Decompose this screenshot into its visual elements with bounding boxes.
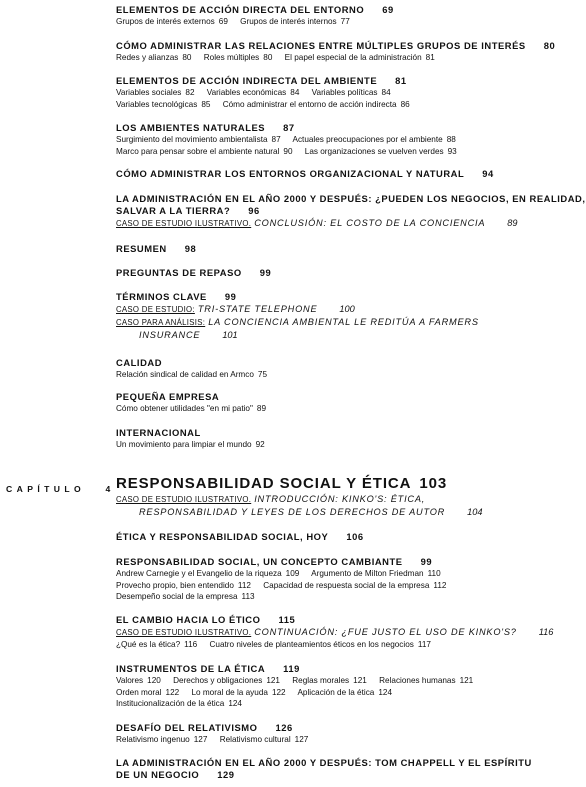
subsection-row xyxy=(116,568,547,580)
box-text: Un movimiento para limpiar el mundo xyxy=(116,440,252,449)
section-heading: CÓMO ADMINISTRAR LAS RELACIONES ENTRE MÚLTIPLES GRUPOS DE INTERÉS xyxy=(116,40,526,51)
section-heading: LOS AMBIENTES NATURALES xyxy=(116,122,266,133)
subsection-row xyxy=(116,99,547,111)
section-heading: TÉRMINOS CLAVE xyxy=(116,291,207,302)
subsection-entry: Variables económicas 84 xyxy=(206,88,300,97)
subsection-entry: Provecho propio, bien entendido 112 xyxy=(116,580,251,590)
page-number: 80 xyxy=(543,40,556,51)
subsection-entry: Roles múltiples 80 xyxy=(203,53,273,62)
chapter-header xyxy=(116,475,547,518)
subsection-row xyxy=(116,639,547,651)
toc-section xyxy=(116,75,547,110)
subsection-entry: Actuales preocupaciones por el ambiente 88 xyxy=(292,135,456,144)
box-title: PEQUEÑA EMPRESA xyxy=(116,391,220,402)
feature-box-entry xyxy=(116,391,547,415)
section-heading: ÉTICA Y RESPONSABILIDAD SOCIAL, HOY xyxy=(116,531,329,542)
subsection-entry: Argumento de Milton Friedman 110 xyxy=(311,569,441,578)
subsection-entry: Cómo administrar el entorno de acción indirecta 86 xyxy=(222,99,410,109)
section-heading: INSTRUMENTOS DE LA ÉTICA xyxy=(116,663,266,674)
subsection-row xyxy=(116,675,547,687)
page-number: 103 xyxy=(419,475,448,492)
page-number: 101 xyxy=(222,330,238,340)
page-number: 129 xyxy=(217,769,235,780)
case-label: CASO DE ESTUDIO: xyxy=(116,305,195,314)
subsection-row xyxy=(116,134,547,146)
box-text: Relación sindical de calidad en Armco xyxy=(116,370,254,379)
subsection-entry: Variables políticas 84 xyxy=(311,88,391,97)
section-heading: ELEMENTOS DE ACCIÓN INDIRECTA DEL AMBIENTE xyxy=(116,75,378,86)
box-title: INTERNACIONAL xyxy=(116,427,201,438)
subsection-row xyxy=(116,734,547,746)
case-study-line xyxy=(116,626,554,639)
subsection-row xyxy=(116,591,547,603)
page-number: 96 xyxy=(248,205,260,216)
case-label: CASO DE ESTUDIO ILUSTRATIVO. xyxy=(116,219,252,228)
subsection-entry: Relaciones humanas 121 xyxy=(379,676,474,685)
case-title-continued: INSURANCE xyxy=(139,330,201,340)
toc-section xyxy=(116,531,547,543)
page-number: 69 xyxy=(382,4,394,15)
subsection-entry: Variables sociales 82 xyxy=(116,88,195,97)
subsection-row xyxy=(116,580,547,592)
subsection-entry: Reglas morales 121 xyxy=(292,676,367,685)
subsection-entry: Lo moral de la ayuda 122 xyxy=(191,687,286,697)
case-study-line xyxy=(116,217,547,230)
toc-section xyxy=(116,722,547,746)
toc-section xyxy=(116,663,547,710)
box-title: CALIDAD xyxy=(116,357,163,368)
case-title-continued: RESPONSABILIDAD Y LEYES DE LOS DERECHOS DE AUTOR xyxy=(139,507,446,517)
subsection-entry: Institucionalización de la ética 124 xyxy=(116,699,242,708)
section-heading: LA ADMINISTRACIÓN EN EL AÑO 2000 Y DESPUÉS: ¿PUEDEN LOS NEGOCIOS, EN REALIDAD, xyxy=(116,193,586,204)
toc-section xyxy=(116,291,547,341)
page-number: 94 xyxy=(482,168,494,179)
page-number: 89 xyxy=(256,404,266,413)
subsection-entry: El papel especial de la administración 81 xyxy=(284,53,435,62)
subsection-entry: Variables tecnológicas 85 xyxy=(116,99,211,109)
section-heading: EL CAMBIO HACIA LO ÉTICO xyxy=(116,614,261,625)
chapter-number: 4 xyxy=(105,484,115,494)
toc-section xyxy=(116,757,547,781)
subsection-row xyxy=(116,87,547,99)
toc-section xyxy=(116,193,586,230)
case-title: CONCLUSIÓN: EL COSTO DE LA CONCIENCIA xyxy=(254,218,486,228)
toc-section xyxy=(116,40,556,64)
chapter-label: CAPÍTULO 4 xyxy=(6,484,115,494)
feature-box-entry xyxy=(116,357,547,381)
section-heading: DESAFÍO DEL RELATIVISMO xyxy=(116,722,258,733)
subsection-entry: Relativismo ingenuo 127 xyxy=(116,735,208,744)
subsection-entry: Grupos de interés externos 69 xyxy=(116,17,228,26)
page-number: 89 xyxy=(507,218,518,228)
subsection-entry: Grupos de interés internos 77 xyxy=(240,17,350,26)
case-title: TRI-STATE TELEPHONE xyxy=(197,304,318,314)
toc-section xyxy=(116,267,547,279)
subsection-entry: Las organizaciones se vuelven verdes 93 xyxy=(304,146,457,156)
case-study-line xyxy=(116,493,547,506)
subsection-entry: Redes y alianzas 80 xyxy=(116,53,192,62)
section-heading: CÓMO ADMINISTRAR LOS ENTORNOS ORGANIZACIONAL Y NATURAL xyxy=(116,168,465,179)
case-study-line-continued xyxy=(116,506,547,518)
section-heading: RESPONSABILIDAD SOCIAL, UN CONCEPTO CAMBIANTE xyxy=(116,556,403,567)
page-number: 106 xyxy=(346,531,364,542)
subsection-entry: Aplicación de la ética 124 xyxy=(297,687,393,697)
case-label: CASO DE ESTUDIO ILUSTRATIVO. xyxy=(116,495,252,504)
page-number: 75 xyxy=(257,370,268,379)
page-number: 99 xyxy=(259,267,272,278)
page-number: 100 xyxy=(339,304,355,314)
page-number: 98 xyxy=(184,243,197,254)
subsection-row xyxy=(116,52,547,64)
chapter-title: RESPONSABILIDAD SOCIAL Y ÉTICA xyxy=(116,475,412,492)
case-title: LA CONCIENCIA AMBIENTAL LE REDITÚA A FARMERS xyxy=(208,317,479,327)
toc-section xyxy=(116,168,547,180)
case-study-line-continued xyxy=(116,329,547,341)
page-number: 87 xyxy=(283,122,295,133)
subsection-entry: Marco para pensar sobre el ambiente natural 90 xyxy=(116,146,293,156)
page-number: 115 xyxy=(278,614,296,625)
subsection-row xyxy=(116,698,547,710)
toc-section xyxy=(116,556,547,603)
case-label: CASO PARA ANÁLISIS: xyxy=(116,318,206,327)
section-heading-continued: DE UN NEGOCIO xyxy=(116,769,200,780)
subsection-row xyxy=(116,16,547,28)
subsection-row xyxy=(116,146,547,158)
subsection-entry: Surgimiento del movimiento ambientalista 87 xyxy=(116,135,281,144)
section-heading: LA ADMINISTRACIÓN EN EL AÑO 2000 Y DESPUÉS: TOM CHAPPELL Y EL ESPÍRITU xyxy=(116,757,532,768)
subsection-entry: Relativismo cultural 127 xyxy=(219,735,309,744)
case-title: INTRODUCCIÓN: KINKO'S: ÉTICA, xyxy=(254,494,426,504)
page-number: 99 xyxy=(224,291,237,302)
toc-section xyxy=(116,614,554,651)
page-number: 99 xyxy=(420,556,433,567)
subsection-entry: Valores 120 xyxy=(116,676,161,685)
page-number: 81 xyxy=(395,75,407,86)
section-heading-continued: SALVAR A LA TIERRA? xyxy=(116,205,231,216)
subsection-row xyxy=(116,687,547,699)
subsection-entry: Desempeño social de la empresa 113 xyxy=(116,592,255,601)
toc-section xyxy=(116,4,547,28)
section-heading: PREGUNTAS DE REPASO xyxy=(116,267,242,278)
page-number: 116 xyxy=(538,627,554,637)
toc-section xyxy=(116,122,547,157)
section-heading: ELEMENTOS DE ACCIÓN DIRECTA DEL ENTORNO xyxy=(116,4,365,15)
feature-box-entry xyxy=(116,427,547,451)
page-number: 126 xyxy=(275,722,293,733)
toc-section xyxy=(116,243,547,255)
subsection-entry: Derechos y obligaciones 121 xyxy=(173,676,280,685)
case-study-line xyxy=(116,316,547,329)
case-label: CASO DE ESTUDIO ILUSTRATIVO. xyxy=(116,628,252,637)
page-number: 92 xyxy=(255,440,265,449)
case-title: CONTINUACIÓN: ¿FUE JUSTO EL USO DE KINKO'S? xyxy=(254,627,517,637)
section-heading: RESUMEN xyxy=(116,243,167,254)
page-number: 104 xyxy=(467,507,483,517)
page-number: 119 xyxy=(283,663,300,674)
subsection-entry: Capacidad de respuesta social de la empresa 112 xyxy=(263,580,447,590)
subsection-entry: Orden moral 122 xyxy=(116,687,180,697)
subsection-entry: Andrew Carnegie y el Evangelio de la riqueza 109 xyxy=(116,569,300,578)
case-study-line xyxy=(116,303,547,316)
subsection-entry: Cuatro niveles de planteamientos éticos en los negocios 117 xyxy=(209,640,431,649)
box-text: Cómo obtener utilidades "en mi patio" xyxy=(116,404,253,413)
subsection-entry: ¿Qué es la ética? 116 xyxy=(116,640,198,649)
